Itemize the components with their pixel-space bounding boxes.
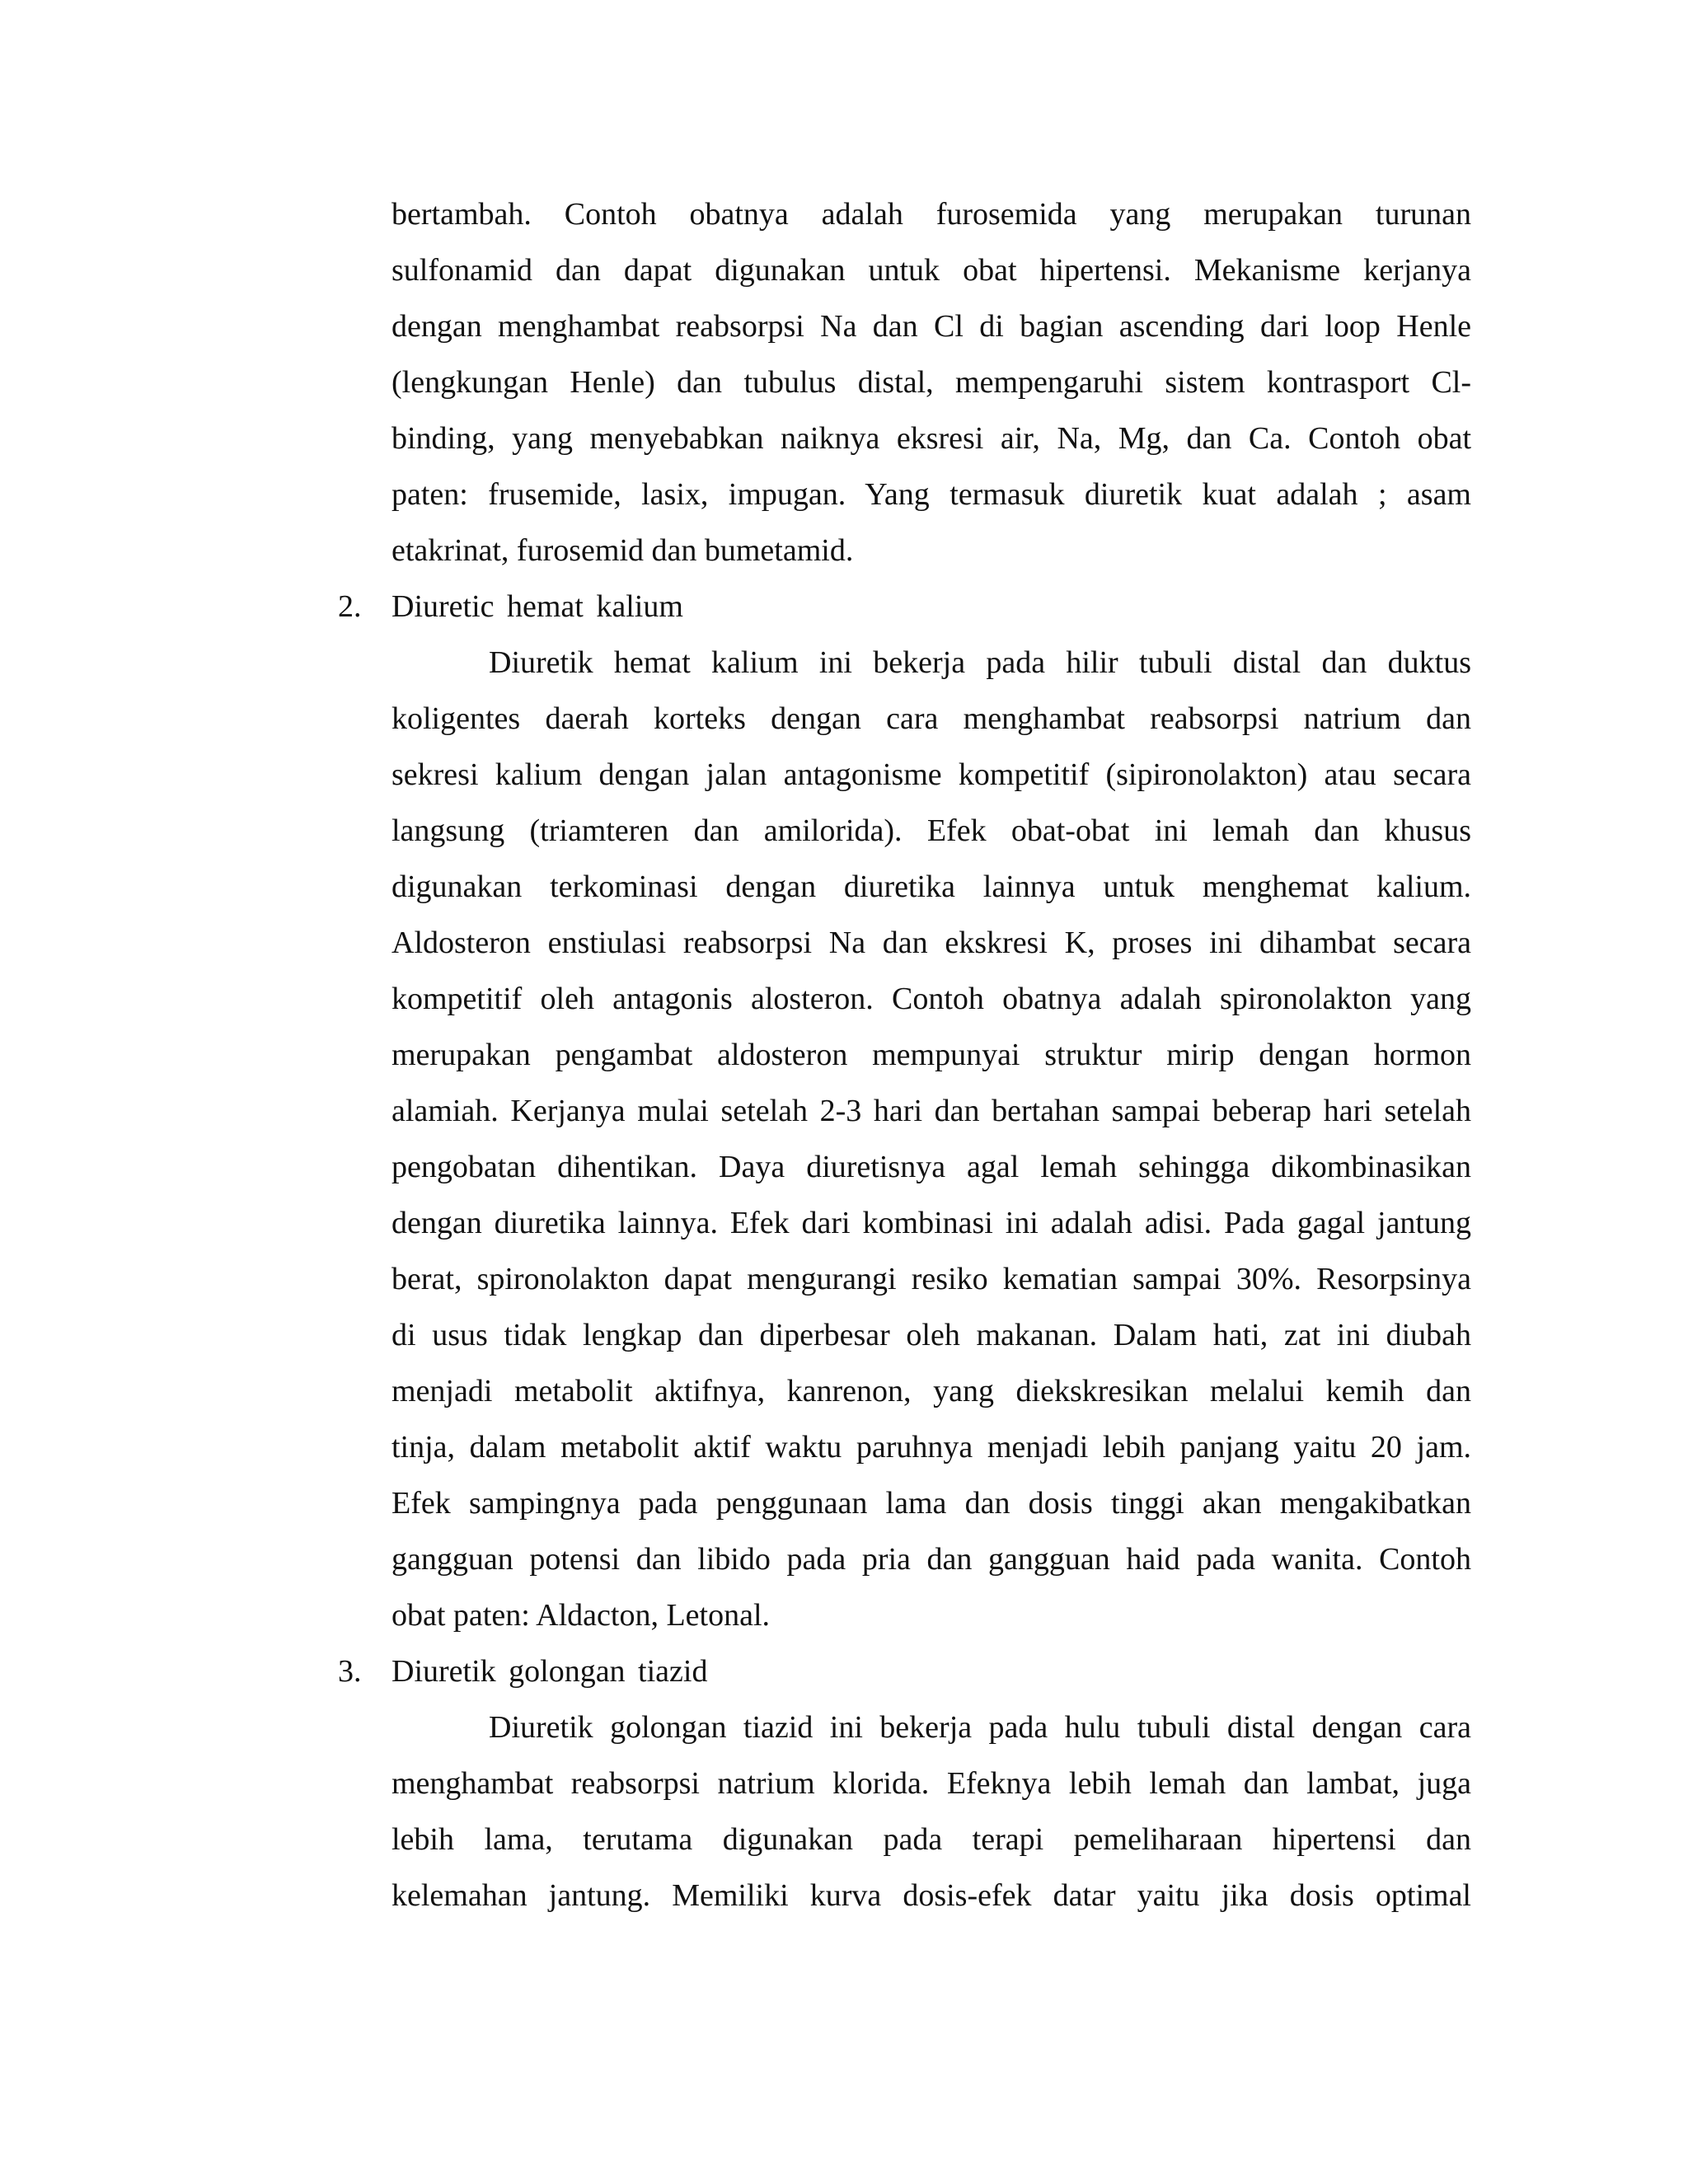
list-item-number: 2. — [338, 589, 362, 624]
paragraph-line: digunakan terkominasi dengan diuretika lainnya untuk menghemat kalium. — [392, 869, 1471, 904]
paragraph-line: koligentes daerah korteks dengan cara menghambat reabsorpsi natrium dan — [392, 701, 1471, 736]
paragraph-line: lebih lama, terutama digunakan pada terapi pemeliharaan hipertensi dan — [392, 1822, 1471, 1857]
paragraph-line: menghambat reabsorpsi natrium klorida. Efeknya lebih lemah dan lambat, juga — [392, 1766, 1471, 1801]
list-item-number: 3. — [338, 1654, 362, 1689]
paragraph-line: paten: frusemide, lasix, impugan. Yang termasuk diuretik kuat adalah ; asam — [392, 477, 1471, 512]
paragraph-line: bertambah. Contoh obatnya adalah furosemida yang merupakan turunan — [392, 197, 1471, 232]
paragraph-line: (lengkungan Henle) dan tubulus distal, mempengaruhi sistem kontrasport Cl- — [392, 365, 1471, 400]
paragraph-line: langsung (triamteren dan amilorida). Efek obat-obat ini lemah dan khusus — [392, 813, 1471, 848]
paragraph-line: etakrinat, furosemid dan bumetamid. — [392, 533, 854, 568]
paragraph-line: kompetitif oleh antagonis alosteron. Contoh obatnya adalah spironolakton yang — [392, 982, 1471, 1016]
paragraph-line: di usus tidak lengkap dan diperbesar oleh makanan. Dalam hati, zat ini diubah — [392, 1318, 1471, 1352]
paragraph-line: sulfonamid dan dapat digunakan untuk obat hipertensi. Mekanisme kerjanya — [392, 253, 1471, 288]
paragraph-line: kelemahan jantung. Memiliki kurva dosis-efek datar yaitu jika dosis optimal — [392, 1878, 1471, 1913]
paragraph-line: dengan diuretika lainnya. Efek dari kombinasi ini adalah adisi. Pada gagal jantung — [392, 1206, 1471, 1240]
paragraph-line: tinja, dalam metabolit aktif waktu paruhnya menjadi lebih panjang yaitu 20 jam. — [392, 1430, 1471, 1465]
paragraph-line: dengan menghambat reabsorpsi Na dan Cl di bagian ascending dari loop Henle — [392, 309, 1471, 344]
paragraph-line: gangguan potensi dan libido pada pria dan gangguan haid pada wanita. Contoh — [392, 1542, 1471, 1577]
paragraph-line: Efek sampingnya pada penggunaan lama dan dosis tinggi akan mengakibatkan — [392, 1486, 1471, 1521]
section-heading: Diuretik golongan tiazid — [392, 1654, 708, 1689]
paragraph-line: Diuretik hemat kalium ini bekerja pada hilir tubuli distal dan duktus — [489, 645, 1471, 680]
paragraph-line: Diuretik golongan tiazid ini bekerja pada hulu tubuli distal dengan cara — [489, 1710, 1471, 1745]
paragraph-line: berat, spironolakton dapat mengurangi resiko kematian sampai 30%. Resorpsinya — [392, 1262, 1471, 1296]
paragraph-line: obat paten: Aldacton, Letonal. — [392, 1598, 771, 1633]
paragraph-line: merupakan pengambat aldosteron mempunyai struktur mirip dengan hormon — [392, 1038, 1471, 1072]
paragraph-line: sekresi kalium dengan jalan antagonisme kompetitif (sipironolakton) atau secara — [392, 757, 1471, 792]
section-heading: Diuretic hemat kalium — [392, 589, 683, 624]
paragraph-line: pengobatan dihentikan. Daya diuretisnya agal lemah sehingga dikombinasikan — [392, 1150, 1471, 1184]
paragraph-line: alamiah. Kerjanya mulai setelah 2-3 hari dan bertahan sampai beberap hari setelah — [392, 1094, 1471, 1128]
paragraph-line: binding, yang menyebabkan naiknya eksresi air, Na, Mg, dan Ca. Contoh obat — [392, 421, 1471, 456]
paragraph-line: menjadi metabolit aktifnya, kanrenon, yang diekskresikan melalui kemih dan — [392, 1374, 1471, 1408]
paragraph-line: Aldosteron enstiulasi reabsorpsi Na dan ekskresi K, proses ini dihambat secara — [392, 926, 1471, 960]
